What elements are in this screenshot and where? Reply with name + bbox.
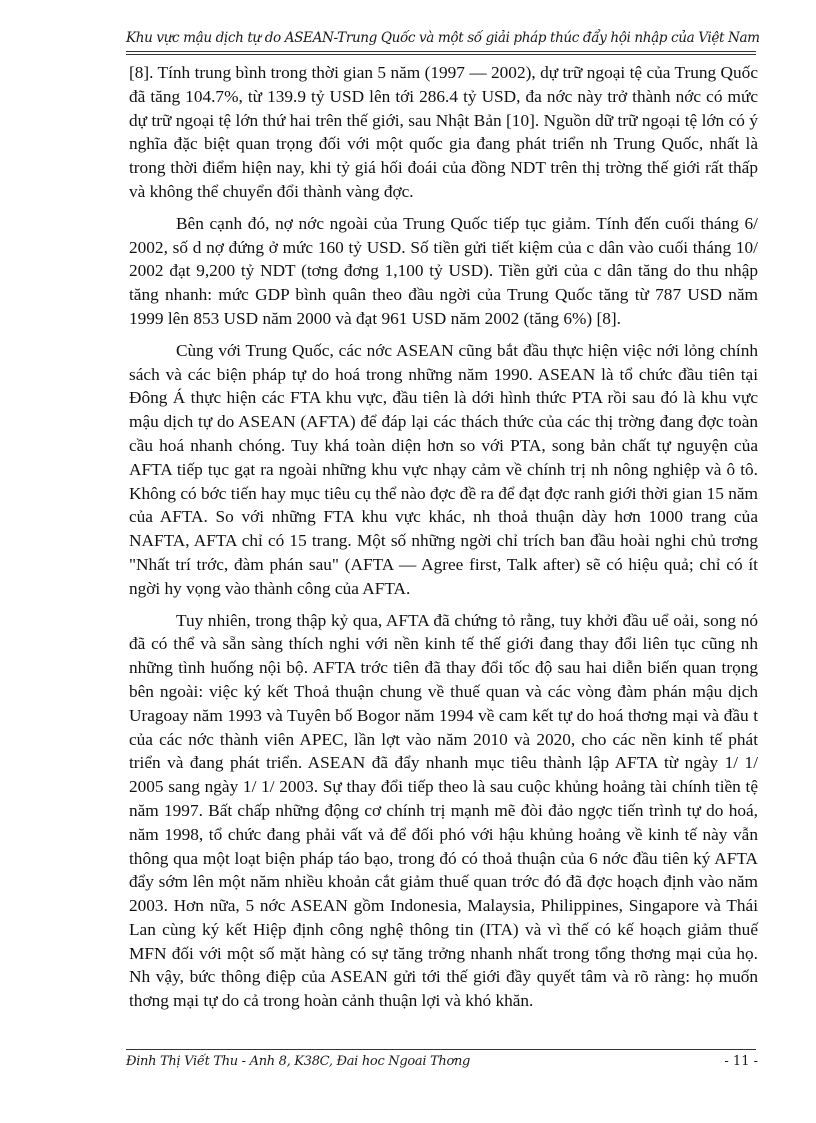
paragraph-3: Cùng với Trung Quốc, các nớc ASEAN cũng bắt đầu thực hiện việc nới lỏng chính sách và các biện pháp tự do hoá trong những năm 1990. ASEAN là tổ chức đầu tiên tại Đông Á thực hiện các FTA khu vực, đầu tiên là dới hình thức PTA rồi sau đó là khu vực mậu dịch tự do ASEAN (AFTA) để đáp lại các thách thức của các thị trờng đang đợc toàn cầu hoá nhanh chóng. Tuy khá toàn diện hơn so với PTA, song bản chất tự nguyện của AFTA tiếp tục gạt ra ngoài những khu vực nhạy cảm về chính trị nh nông nghiệp và ô tô. Không có bớc tiến hay mục tiêu cụ thể nào đợc đề ra để đạt đợc ranh giới thời gian 15 năm của AFTA. So với những FTA khu vực khác, nh thoả thuận dày hơn 1000 trang của NAFTA, AFTA chỉ có 15 trang. Một số những ngời chỉ trích ban đầu hoài nghi chủ trơng "Nhất trí trớc, đàm phán sau" (AFTA — Agree first, Talk after) sẽ có hiệu quả; chỉ có ít ngời hy vọng vào thành công của AFTA. [129,340,758,598]
paragraph-1: [8]. Tính trung bình trong thời gian 5 năm (1997 — 2002), dự trữ ngoại tệ của Trung Quốc đã tăng 104.7%, từ 139.9 tỷ USD lên tới 286.4 tỷ USD, đa nớc này trở thành nớc có mức dự trữ ngoại tệ lớn thứ hai trên thế giới, sau Nhật Bản [10]. Nguồn dữ trữ ngoại tệ lớn có ý nghĩa đặc biệt quan trọng đối với một quốc gia đang phát triển nh Trung Quốc, nhất là trong thời điểm hiện nay, khi tỷ giá hối đoái của đồng NDT trên thị trờng thế giới rất thấp và không thể chuyển đổi thành vàng đợc. [129,63,758,201]
footer-rule [126,1049,756,1050]
paragraph-4: Tuy nhiên, trong thập kỷ qua, AFTA đã chứng tỏ rằng, tuy khởi đầu uể oải, song nó đã có thể và sẵn sàng thích nghi với nền kinh tế thế giới đang thay đổi liên tục cũng nh những tình huống nội bộ. AFTA trớc tiên đã thay đổi tốc độ sau hai diễn biến quan trọng bên ngoài: việc ký kết Thoả thuận chung về thuế quan và các vòng đàm phán mậu dịch Uragoay năm 1993 và Tuyên bố Bogor năm 1994 về cam kết tự do hoá thơng mại và đầu t của các nớc thành viên APEC, lần lợt vào năm 2010 và 2020, cho các nền kinh tế phát triển và đang phát triển. ASEAN đã đẩy nhanh mục tiêu thành lập AFTA từ ngày 1/ 1/ 2005 sang ngày 1/ 1/ 2003. Sự thay đổi tiếp theo là sau cuộc khủng hoảng tài chính tiền tệ năm 1997. Bất chấp những động cơ chính trị mạnh mẽ đòi đảo ngợc tiến trình tự do hoá, năm 1998, tổ chức đang phải vất vả để đối phó với hậu khủng hoảng về kinh tế này vẫn thông qua một loạt biện pháp táo bạo, trong đó có thoả thuận của 6 nớc đầu tiên ký AFTA đẩy sớm lên một năm nhiều khoản cắt giảm thuế quan trớc đó đã đợc hoạch định vào năm 2003. Hơn nữa, 5 nớc ASEAN gồm Indonesia, Malaysia, Philippines, Singapore và Thái Lan cùng ký kết Hiệp định công nghệ thông tin (ITA) và vì thế có kế hoạch giảm thuế MFN đối với một số mặt hàng có sự tăng trởng nhanh nhất trong tổng thơng mại của họ. Nh vậy, bức thông điệp của ASEAN gửi tới thế giới đầy quyết tâm và rõ ràng: họ muốn thơng mại tự do cả trong hoàn cảnh thuận lợi và khó khăn. [129,610,758,1011]
paragraph-2: Bên cạnh đó, nợ nớc ngoài của Trung Quốc tiếp tục giảm. Tính đến cuối tháng 6/ 2002, số d nợ đứng ở mức 160 tỷ USD. Số tiền gửi tiết kiệm của c dân vào cuối tháng 10/ 2002 đạt 9,200 tỷ NDT (tơng đơng 1,100 tỷ USD). Tiền gửi của c dân tăng do thu nhập tăng nhanh: mức GDP bình quân theo đầu ngời của Trung Quốc tăng từ 787 USD năm 1999 lên 853 USD năm 2000 và đạt 961 USD năm 2002 (tăng 6%) [8]. [129,213,758,328]
body-text [129,61,758,1021]
running-header: Khu vực mậu dịch tự do ASEAN-Trung Quốc và một số giải pháp thúc đẩy hội nhập của Việt Nam [126,30,760,46]
footer-author: Đinh Thị Viết Thu - Anh 8, K38C, Đai hoc Ngoai Thơng [126,1054,471,1069]
page-number: - 11 - [724,1054,758,1069]
header-rule [126,51,756,55]
